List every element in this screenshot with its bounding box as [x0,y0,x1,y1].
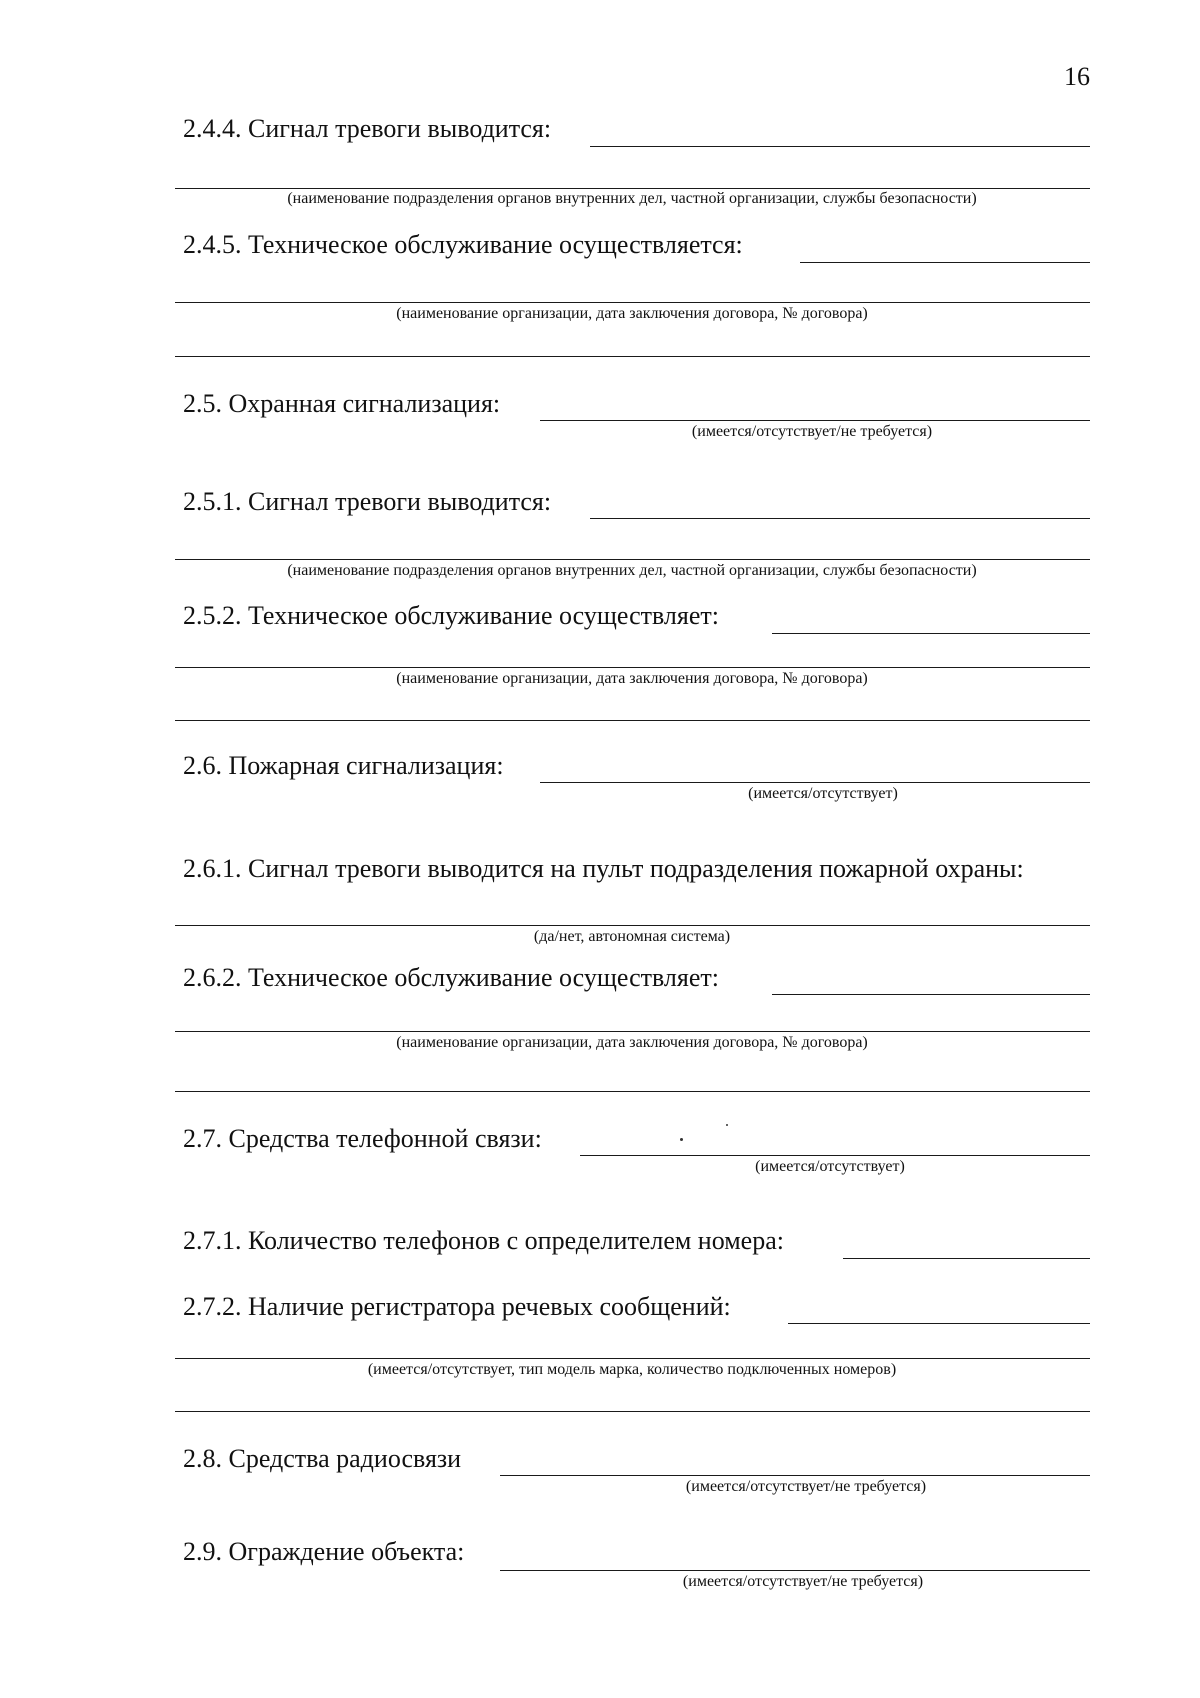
section-2-7-1-label: 2.7.1. Количество телефонов с определителем номера: [183,1226,784,1255]
scan-speck [726,1124,728,1126]
section-2-5-1-label: 2.5.1. Сигнал тревоги выводится: [183,487,552,516]
section-2-5-2-label: 2.5.2. Техническое обслуживание осуществляет: [183,601,719,630]
section-2-6-2-caption: (наименование организации, дата заключения договора, № договора) [396,1034,868,1051]
section-2-6-1-field[interactable] [175,925,1090,926]
section-2-5-field[interactable] [540,420,1090,421]
section-2-6-1-caption: (да/нет, автономная система) [533,928,731,945]
section-2-7-2-label: 2.7.2. Наличие регистратора речевых сообщений: [183,1292,731,1321]
section-2-6-2-field-line-3[interactable] [175,1091,1090,1092]
section-2-8-field[interactable] [500,1475,1090,1476]
section-2-9-field[interactable] [500,1570,1090,1571]
section-2-6-2-field-line-2[interactable] [175,1031,1090,1032]
scan-speck [680,1138,683,1141]
section-2-7-2-caption: (имеется/отсутствует, тип модель марка, количество подключенных номеров) [367,1361,897,1378]
section-2-4-5-field[interactable] [800,262,1090,263]
section-2-5-1-field[interactable] [590,518,1090,519]
section-2-9-caption: (имеется/отсутствует/не требуется) [682,1573,924,1590]
section-2-4-4-caption: (наименование подразделения органов внутренних дел, частной организации, службы безопасности) [287,190,977,207]
section-2-7-label: 2.7. Средства телефонной связи: [183,1124,542,1153]
section-2-4-5-field-line-2[interactable] [175,302,1090,303]
section-2-5-label: 2.5. Охранная сигнализация: [183,389,501,418]
section-2-7-2-field-line-2[interactable] [175,1358,1090,1359]
section-2-4-4-field-line-2[interactable] [175,188,1090,189]
section-2-4-5-label: 2.4.5. Техническое обслуживание осуществляется: [183,230,743,259]
section-2-6-2-label: 2.6.2. Техническое обслуживание осуществляет: [183,963,719,992]
page-number: 16 [1064,62,1090,91]
section-2-4-4-field[interactable] [590,146,1090,147]
section-2-5-2-field[interactable] [772,633,1090,634]
section-2-9-label: 2.9. Ограждение объекта: [183,1537,465,1566]
section-2-7-2-field[interactable] [788,1323,1090,1324]
section-2-7-2-field-line-3[interactable] [175,1411,1090,1412]
section-2-5-2-field-line-3[interactable] [175,720,1090,721]
section-2-6-field[interactable] [540,782,1090,783]
section-2-4-4-label: 2.4.4. Сигнал тревоги выводится: [183,114,552,143]
section-2-6-1-label: 2.6.1. Сигнал тревоги выводится на пульт подразделения пожарной охраны: [183,854,1024,883]
section-2-5-1-field-line-2[interactable] [175,559,1090,560]
section-2-8-caption: (имеется/отсутствует/не требуется) [685,1478,927,1495]
section-2-5-caption: (имеется/отсутствует/не требуется) [691,423,933,440]
section-2-7-1-field[interactable] [843,1258,1090,1259]
section-2-5-1-caption: (наименование подразделения органов внутренних дел, частной организации, службы безопасности) [287,562,977,579]
section-2-5-2-caption: (наименование организации, дата заключения договора, № договора) [396,670,868,687]
section-2-7-caption: (имеется/отсутствует) [755,1158,905,1175]
section-2-7-field[interactable] [580,1155,1090,1156]
section-2-6-label: 2.6. Пожарная сигнализация: [183,751,504,780]
section-2-6-caption: (имеется/отсутствует) [748,785,898,802]
section-2-5-2-field-line-2[interactable] [175,667,1090,668]
section-2-8-label: 2.8. Средства радиосвязи [183,1444,462,1473]
section-2-4-5-caption: (наименование организации, дата заключения договора, № договора) [396,305,868,322]
section-2-4-5-field-line-3[interactable] [175,356,1090,357]
section-2-6-2-field[interactable] [772,994,1090,995]
